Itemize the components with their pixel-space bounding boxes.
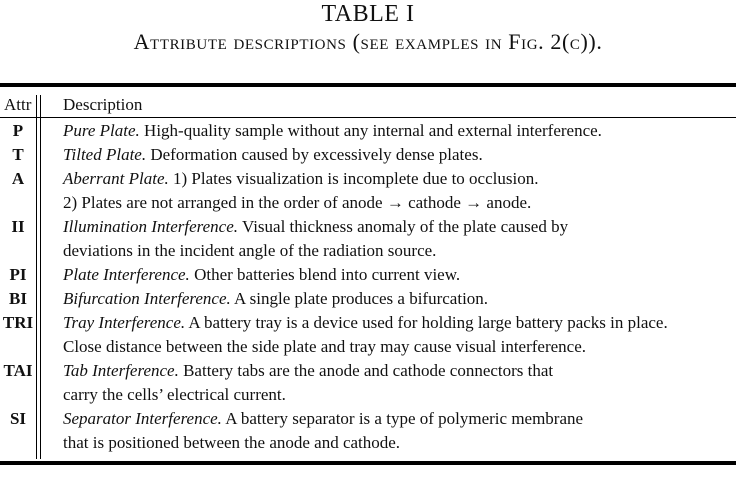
attr-description: [63, 143, 735, 167]
column-divider-left: [36, 95, 37, 459]
description-line-1: High-quality sample without any internal and external interference.: [139, 121, 602, 140]
attr-description: [63, 167, 735, 215]
attr-code: T: [12, 145, 24, 164]
description-line-1: A single plate produces a bifurcation.: [230, 289, 489, 308]
attr-description: [63, 311, 735, 359]
attr-name: Pure Plate.: [63, 121, 140, 140]
attr-code: II: [11, 217, 25, 236]
attr-description: [63, 215, 735, 263]
attr-description: [63, 263, 735, 287]
attr-code: PI: [9, 265, 27, 284]
attr-code: SI: [9, 409, 27, 428]
attr-name: Separator Interference.: [63, 409, 222, 428]
attr-name: Plate Interference.: [63, 265, 190, 284]
attr-name: Tab Interference.: [63, 361, 179, 380]
description-line-1: Other batteries blend into current view.: [189, 265, 461, 284]
attr-code: TRI: [2, 313, 34, 332]
description-line-1: Deformation caused by excessively dense plates.: [146, 145, 483, 164]
attr-description: [63, 407, 735, 455]
attr-name: Illumination Interference.: [63, 217, 238, 236]
description-line-1: A battery separator is a type of polymeric membrane: [221, 409, 584, 428]
description-line-1: Visual thickness anomaly of the plate caused by: [238, 217, 569, 236]
description-line-2: 2) Plates are not arranged in the order of anode → cathode → anode.: [63, 193, 532, 212]
attr-name: Tilted Plate.: [63, 145, 147, 164]
description-line-2: Close distance between the side plate and tray may cause visual interference.: [63, 337, 587, 356]
table-bottom-rule: [0, 461, 736, 465]
table-header-rule: [0, 117, 736, 118]
description-line-2: that is positioned between the anode and cathode.: [63, 433, 401, 452]
attr-description: [63, 287, 735, 311]
attr-name: Aberrant Plate.: [63, 169, 169, 188]
attr-name: Bifurcation Interference.: [63, 289, 231, 308]
header-description: Description: [63, 95, 143, 114]
attr-name: Tray Interference.: [63, 313, 186, 332]
description-line-1: 1) Plates visualization is incomplete due to occlusion.: [168, 169, 539, 188]
description-line-1: A battery tray is a device used for holding large battery packs in place.: [185, 313, 668, 332]
attr-code: P: [12, 121, 24, 140]
table-top-rule: [0, 83, 736, 87]
table-caption: Attribute descriptions (see examples in Fig. 2(c)).: [133, 29, 603, 54]
attr-code: BI: [9, 289, 27, 308]
description-line-2: carry the cells’ electrical current.: [63, 385, 286, 404]
description-line-2: deviations in the incident angle of the radiation source.: [63, 241, 437, 260]
header-attr: Attr: [4, 95, 32, 114]
description-line-1: Battery tabs are the anode and cathode connectors that: [178, 361, 554, 380]
attr-code: A: [11, 169, 25, 188]
column-divider-right: [40, 95, 41, 459]
attr-code: TAI: [3, 361, 33, 380]
attr-description: [63, 359, 735, 407]
table-title: TABLE I: [321, 1, 415, 27]
attr-description: [63, 119, 735, 143]
